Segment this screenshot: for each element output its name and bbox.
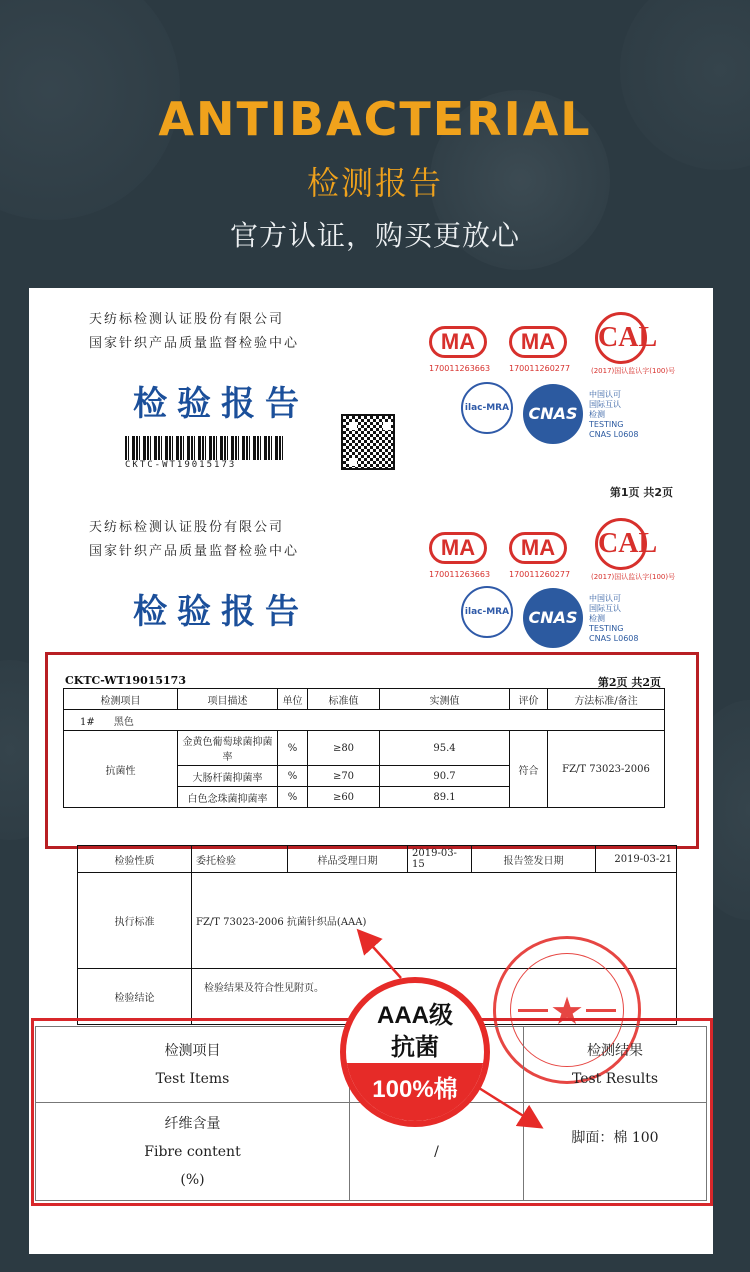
row-measured: 90.7: [380, 766, 510, 787]
report2-org-line2: 国家针织产品质量监督检验中心: [89, 544, 300, 559]
badge-line2: 抗菌: [391, 1033, 439, 1061]
aaa-antibacterial-badge: [340, 977, 490, 1127]
row-unit: %: [278, 787, 308, 808]
cnas-logo: CNAS: [523, 384, 583, 444]
cnas-note: 中国认可 国际互认 检测 TESTING CNAS L0608: [589, 390, 639, 439]
report2-page: 第2页 共2页: [597, 676, 661, 689]
barcode-text: CKTC-WT19015173: [125, 460, 237, 470]
arrow-to-result: [479, 1088, 533, 1122]
badge-line3: 100%棉: [372, 1076, 458, 1103]
header-cell: 项目描述: [178, 689, 278, 710]
cal-logo: CAL: [595, 312, 647, 364]
cnas-note-2: 中国认可 国际互认 检测 TESTING CNAS L0608: [589, 594, 639, 643]
row-desc: 金黄色葡萄球菌抑菌率: [178, 731, 278, 766]
row-desc: 白色念珠菌抑菌率: [178, 787, 278, 808]
seal-star-icon: ★: [549, 989, 585, 1033]
row-standard: ≥60: [308, 787, 380, 808]
hero-section: [0, 0, 750, 290]
cma-code-1: 170011263663: [429, 364, 491, 373]
sample-color: 黑色: [113, 716, 134, 728]
report1-org-line2: 国家针织产品质量监督检验中心: [89, 336, 300, 351]
fibre-col3-en: Test Results: [571, 1070, 659, 1087]
row-measured: 95.4: [380, 731, 510, 766]
row-measured: 89.1: [380, 787, 510, 808]
evaluation: 符合: [510, 731, 548, 808]
header-cell: 方法标准/备注: [548, 689, 665, 710]
fibre-row-result: 脚面：棉 100: [524, 1103, 707, 1201]
report1-org-line1: 天纺标检测认证股份有限公司: [89, 312, 285, 327]
cma-logo: MA: [429, 326, 487, 358]
cnas-logo-2: CNAS: [523, 588, 583, 648]
sample-number: 1#: [80, 716, 95, 728]
ilac-mra-logo-2: ilac-MRA: [461, 586, 513, 638]
header-cell: 单位: [278, 689, 308, 710]
issue-label: 报告签发日期: [472, 846, 596, 873]
report2-title: 检验报告: [133, 592, 309, 632]
item-name: 抗菌性: [64, 731, 178, 808]
cma-logo-3: MA: [429, 532, 487, 564]
fibre-col3-cn: 检测结果: [587, 1042, 643, 1059]
hero-subtitle: 官方认证，购买更放心: [229, 219, 520, 252]
nature-label: 检验性质: [78, 846, 192, 873]
badge-line1: AAA级: [377, 1002, 453, 1029]
fibre-row-mid: /: [350, 1103, 524, 1201]
report2-org-line1: 天纺标检测认证股份有限公司: [89, 520, 285, 535]
arrow-to-standard: [365, 938, 401, 978]
row-unit: %: [278, 766, 308, 787]
header-cell: 实测值: [380, 689, 510, 710]
cma-logo-4: MA: [509, 532, 567, 564]
cal-note-2: (2017)国认监认字(100)号: [591, 573, 676, 581]
cal-logo-2: CAL: [595, 518, 647, 570]
cma-code-4: 170011260277: [509, 570, 571, 579]
issue-value: 2019-03-21: [596, 846, 677, 873]
report1-page: 第1页 共2页: [609, 486, 673, 499]
report-paper: [29, 288, 713, 1254]
report1-title: 检验报告: [133, 384, 309, 424]
cma-code-2: 170011260277: [509, 364, 571, 373]
fibre-row-unit: (%): [180, 1171, 205, 1188]
receive-value: 2019-03-15: [408, 846, 472, 873]
row-desc: 大肠杆菌抑菌率: [178, 766, 278, 787]
header-cell: 评价: [510, 689, 548, 710]
hero-title-en: ANTIBACTERIAL: [158, 92, 592, 146]
header-cell: 检测项目: [64, 689, 178, 710]
ilac-mra-logo: ilac-MRA: [461, 382, 513, 434]
row-standard: ≥70: [308, 766, 380, 787]
cma-code-3: 170011263663: [429, 570, 491, 579]
standard-label: 执行标准: [78, 873, 192, 969]
row-unit: %: [278, 731, 308, 766]
conclusion-value: 检验结果及符合性见附页。: [192, 969, 677, 1025]
nature-value: 委托检验: [192, 846, 288, 873]
fibre-col1-cn: 检测项目: [164, 1042, 221, 1059]
method: FZ/T 73023-2006: [548, 731, 665, 808]
header-cell: 标准值: [308, 689, 380, 710]
fibre-col1-en: Test Items: [155, 1070, 230, 1087]
report-number: CKTC-WT19015173: [65, 674, 186, 687]
fibre-row-en: Fibre content: [144, 1143, 241, 1160]
cma-logo-2: MA: [509, 326, 567, 358]
hero-title-cn: 检测报告: [306, 164, 443, 202]
receive-label: 样品受理日期: [288, 846, 408, 873]
fibre-row-cn: 纤维含量: [164, 1115, 221, 1132]
cal-note: (2017)国认监认字(100)号: [591, 367, 676, 375]
standard-value: FZ/T 73023-2006 抗菌针织品(AAA): [192, 873, 677, 969]
row-standard: ≥80: [308, 731, 380, 766]
conclusion-label: 检验结论: [78, 969, 192, 1025]
